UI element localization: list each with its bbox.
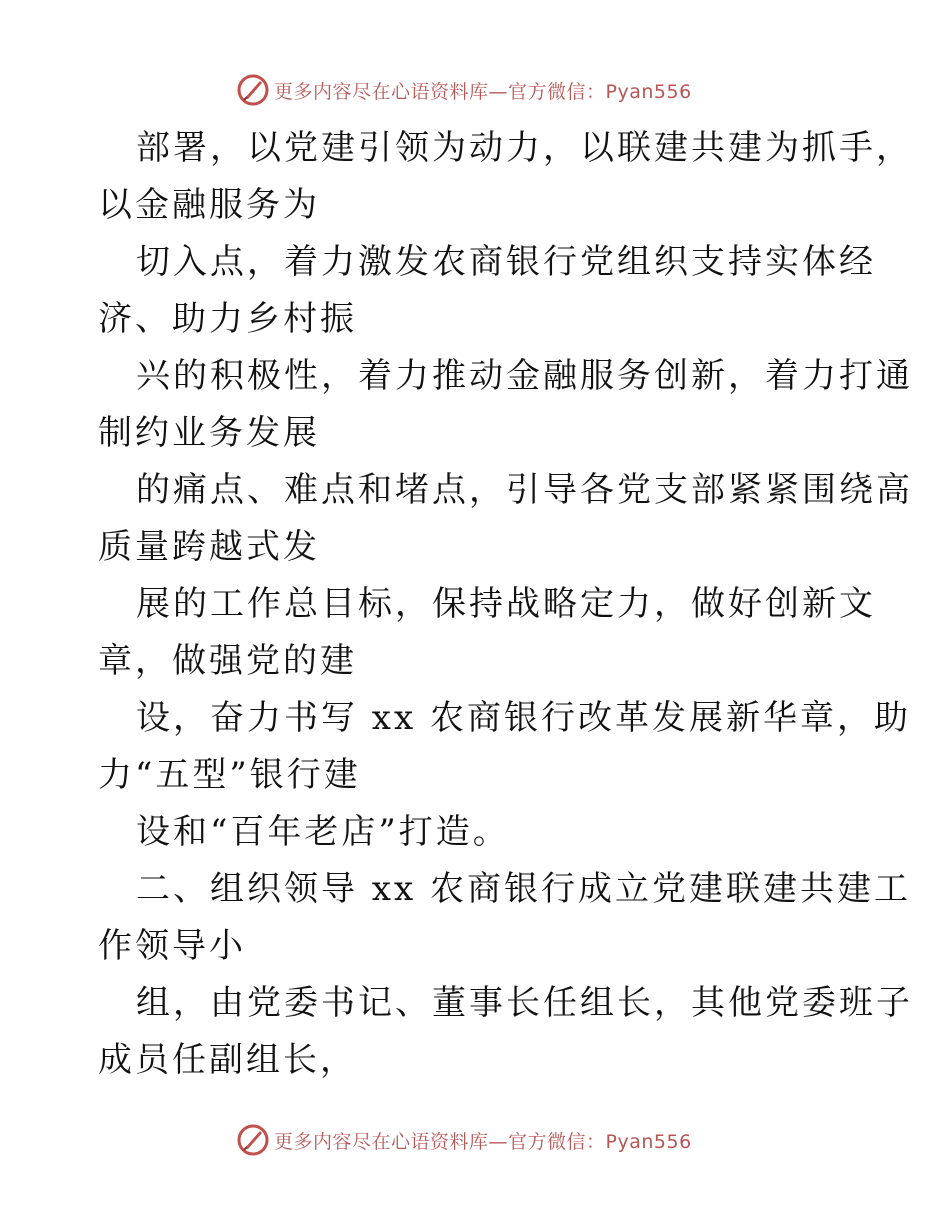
text-line: 部署，以党建引领为动力，以联建共建为抓手， bbox=[136, 128, 913, 168]
text-line: 设和“百年老店”打造。 bbox=[136, 812, 510, 852]
watermark-text: 更多内容尽在心语资料库—官方微信：Pyan556 bbox=[274, 1130, 692, 1153]
text-line: 以金融服务为 bbox=[98, 185, 320, 225]
text-line: 济、助力乡村振 bbox=[98, 299, 357, 339]
document-body bbox=[98, 120, 913, 1089]
footer-watermark bbox=[236, 1122, 692, 1158]
text-line: 设，奋力书写 xx 农商银行改革发展新华章，助 bbox=[136, 698, 911, 738]
text-line: 质量跨越式发 bbox=[98, 527, 320, 567]
text-line: 切入点，着力激发农商银行党组织支持实体经 bbox=[136, 242, 876, 282]
text-line: 章，做强党的建 bbox=[98, 641, 357, 681]
text-line: 的痛点、难点和堵点，引导各党支部紧紧围绕高 bbox=[136, 470, 913, 510]
quill-logo-icon bbox=[236, 1123, 270, 1157]
text-line: 力“五型”银行建 bbox=[98, 755, 361, 795]
text-line: 作领导小 bbox=[98, 926, 246, 966]
text-line: 兴的积极性，着力推动金融服务创新，着力打通 bbox=[136, 356, 913, 396]
text-line: 制约业务发展 bbox=[98, 413, 320, 453]
text-line: 展的工作总目标，保持战略定力，做好创新文 bbox=[136, 584, 876, 624]
header-watermark bbox=[236, 72, 692, 108]
text-line: 成员任副组长， bbox=[98, 1040, 357, 1080]
quill-logo-icon bbox=[236, 73, 270, 107]
watermark-text: 更多内容尽在心语资料库—官方微信：Pyan556 bbox=[274, 80, 692, 103]
text-line: 组，由党委书记、董事长任组长，其他党委班子 bbox=[136, 983, 913, 1023]
text-line: 二、组织领导 xx 农商银行成立党建联建共建工 bbox=[136, 869, 911, 909]
